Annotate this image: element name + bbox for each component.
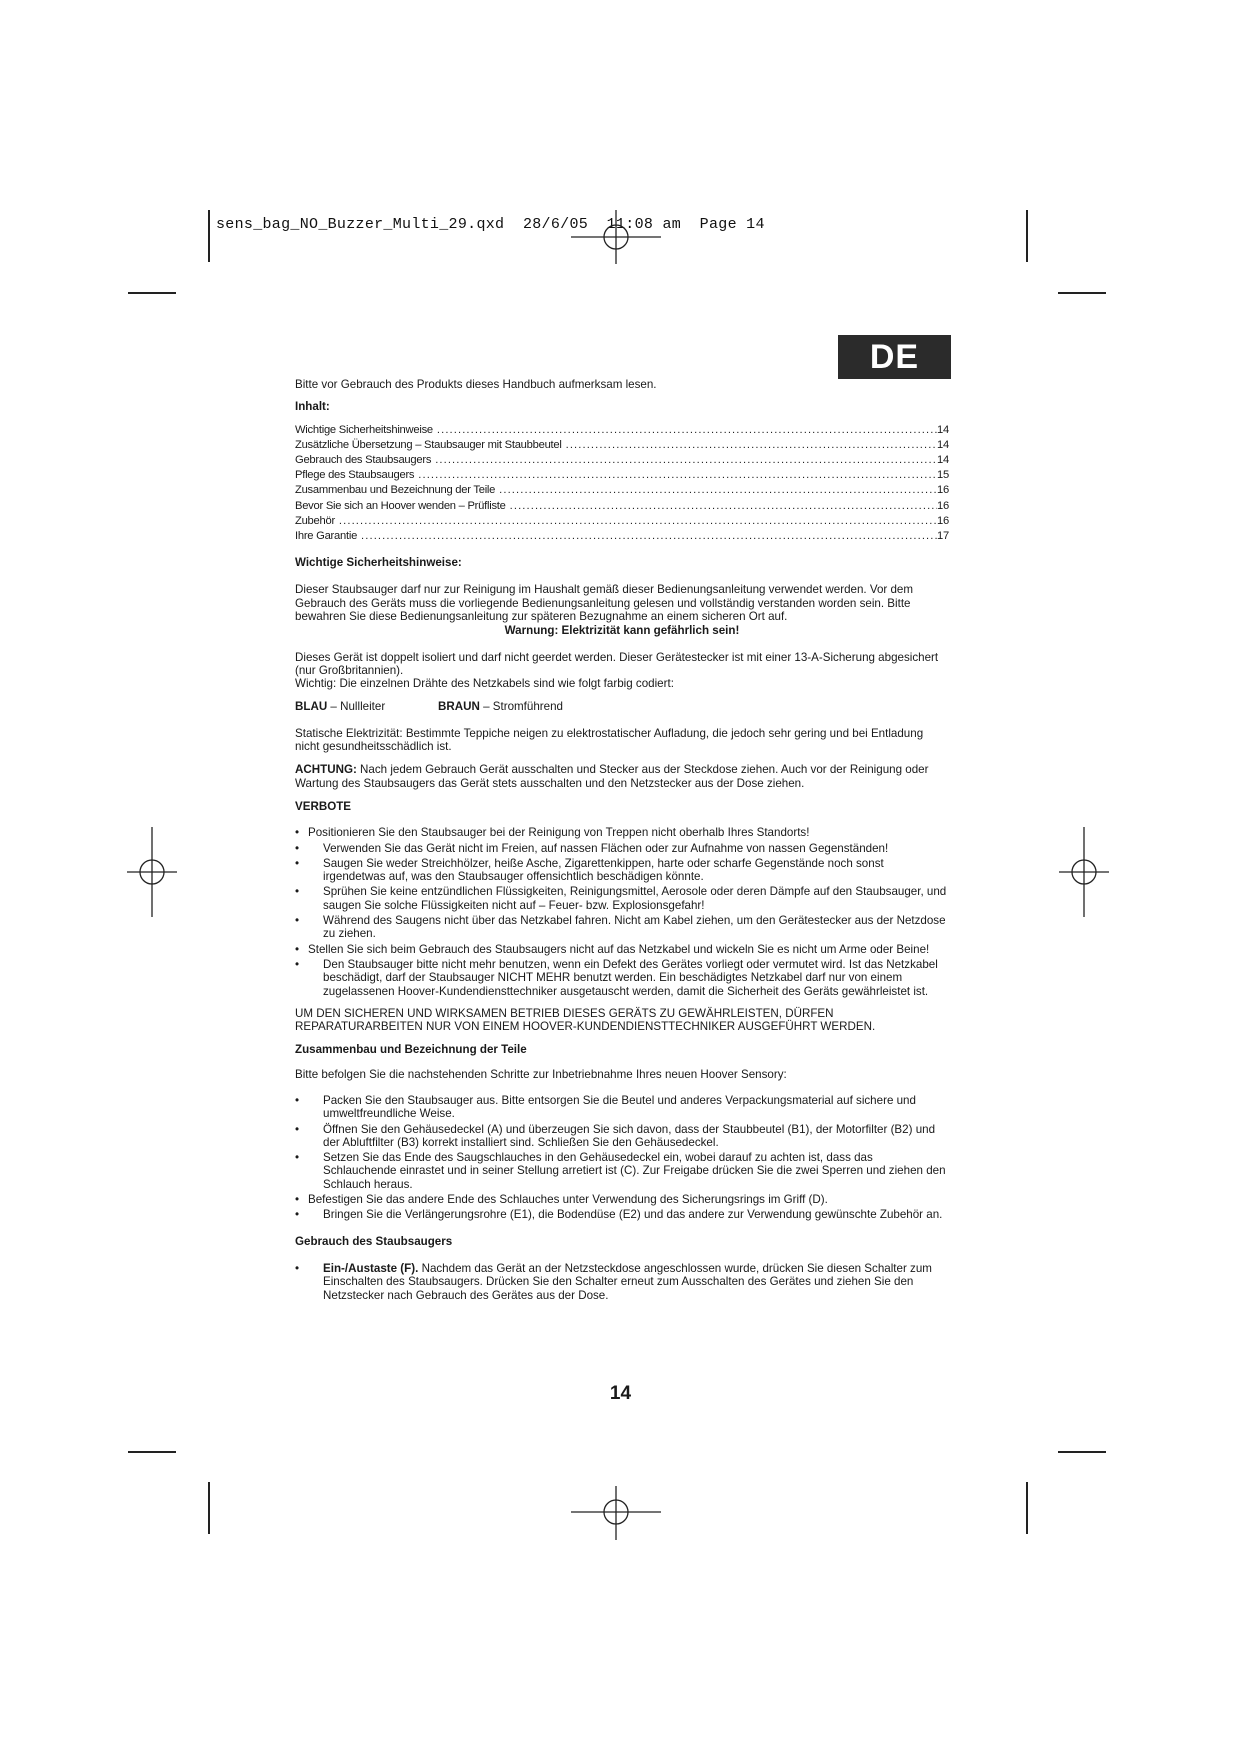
toc-heading: Inhalt: (295, 400, 330, 414)
language-badge: DE (838, 335, 951, 379)
toc-leader (566, 438, 937, 453)
repair-notice: UM DEN SICHEREN UND WIRKSAMEN BETRIEB DIESES GERÄTS ZU GEWÄHRLEISTEN, DÜRFEN REPARATURARBEITEN NUR VON EINEM HOOVER-KUNDENDIENSTTECHNIKER AUSGEFÜHRT WERDEN. (295, 1006, 876, 1034)
toc-entry[interactable]: Bevor Sie sich an Hoover wenden – Prüfliste . . . 16 (295, 499, 949, 514)
list-item: • Positionieren Sie den Staubsauger bei der Reinigung von Treppen nicht oberhalb Ihres Standorts! (295, 826, 949, 839)
caution-note: ACHTUNG: Nach jedem Gebrauch Gerät ausschalten und Stecker aus der Steckdose ziehen. Auch vor der Reinigung oder Wartung des Staubsaugers das Gerät stets ausschalten und den Netzstecker aus der Dose ziehen. (295, 763, 929, 790)
toc-entry[interactable]: Zubehör . . . 16 (295, 514, 949, 529)
usage-list (295, 1262, 949, 1302)
usage-heading: Gebrauch des Staubsaugers (295, 1234, 453, 1248)
list-item: • Packen Sie den Staubsauger aus. Bitte entsorgen Sie die Beutel und anderes Verpackungsmaterial auf sichere und umweltfreundliche Weise. (295, 1094, 949, 1121)
list-item: • Ein-/Austaste (F). Nachdem das Gerät an der Netzsteckdose angeschlossen wurde, drücken Sie diesen Schalter zum Einschalten des Staubsaugers. Drücken Sie den Schalter erneut zum Ausschalten des Gerätes und ziehen Sie den Netzstecker nach Gebrauch des Gerätes aus der Dose. (295, 1262, 949, 1302)
list-item: • Bringen Sie die Verlängerungsrohre (E1), die Bodendüse (E2) und das andere zur Verwendung gewünschte Zubehör an. (295, 1208, 949, 1221)
crop-mark-top-right (1026, 210, 1028, 262)
crop-mark-left-upper (128, 292, 176, 294)
intro-text: Bitte vor Gebrauch des Produkts dieses Handbuch aufmerksam lesen. (295, 378, 657, 391)
toc-entry[interactable]: Pflege des Staubsaugers . . . 15 (295, 468, 949, 483)
crop-mark-right-upper (1058, 292, 1106, 294)
page-number: 14 (609, 1383, 632, 1404)
toc-leader (361, 529, 937, 544)
verbote-list (295, 826, 949, 998)
crop-mark-top-left (208, 210, 210, 262)
assembly-intro: Bitte befolgen Sie die nachstehenden Schritte zur Inbetriebnahme Ihres neuen Hoover Sensory: (295, 1067, 787, 1081)
toc-leader (510, 499, 937, 514)
toc-entry[interactable]: Zusammenbau und Bezeichnung der Teile . . . 16 (295, 483, 949, 498)
list-item: • Saugen Sie weder Streichhölzer, heiße Asche, Zigarettenkippen, harte oder scharfe Gegenstände noch sonst irgendetwas auf, was den Staubsauger offensichtlich beschädigen könnte. (295, 857, 949, 884)
toc-leader (437, 423, 937, 438)
crop-mark-left-lower (128, 1451, 176, 1453)
safety-heading: Wichtige Sicherheitshinweise: (295, 556, 462, 570)
toc-leader (435, 453, 937, 468)
registration-mark-top-icon (566, 192, 666, 292)
wire-colour-codes (295, 700, 949, 713)
registration-mark-bottom-icon (566, 1462, 666, 1562)
insulation-paragraph: Dieses Gerät ist doppelt isoliert und darf nicht geerdet werden. Dieser Gerätestecker ist mit einer 13-A-Sicherung abgesichert (nur Großbritannien). (295, 650, 939, 677)
static-electricity-note: Statische Elektrizität: Bestimmte Teppiche neigen zu elektrostatischer Aufladung, die jedoch sehr gering und bei Entladung nicht gesundheitsschädlich ist. (295, 726, 924, 754)
list-item: • Verwenden Sie das Gerät nicht im Freien, auf nassen Flächen oder zur Aufnahme von nassen Gegenständen! (295, 842, 949, 855)
assembly-list (295, 1094, 949, 1222)
list-item: • Befestigen Sie das andere Ende des Schlauches unter Verwendung des Sicherungsrings im Griff (D). (295, 1193, 949, 1206)
registration-mark-right-icon (1034, 822, 1134, 922)
list-item: • Öffnen Sie den Gehäusedeckel (A) und überzeugen Sie sich davon, dass der Staubbeutel (B1), der Motorfilter (B2) und der Abluftfilter (B3) korrekt installiert sind. Schließen Sie den Gehäusedeckel. (295, 1123, 949, 1150)
file-slug: sens_bag_NO_Buzzer_Multi_29.qxd 28/6/05 11:08 am Page 14 (216, 216, 765, 233)
crop-mark-bottom-right (1026, 1482, 1028, 1534)
assembly-heading: Zusammenbau und Bezeichnung der Teile (295, 1043, 527, 1057)
wire-brown: BRAUN – Stromführend (438, 700, 564, 714)
crop-mark-bottom-left (208, 1482, 210, 1534)
verbote-heading: VERBOTE (295, 799, 352, 813)
wire-blue: BLAU – Nullleiter (295, 700, 386, 714)
toc-entry[interactable]: Wichtige Sicherheitshinweise . . . 14 (295, 423, 949, 438)
registration-mark-left-icon (102, 822, 202, 922)
toc-leader (499, 483, 937, 498)
safety-paragraph: Dieser Staubsauger darf nur zur Reinigung im Haushalt gemäß dieser Bedienungsanleitung verwendet werden. Vor dem Gebrauch des Geräts muss die vorliegende Bedienungsanleitung gelesen und vollständig verstanden worden sein. Bitte bewahren Sie diese Bedienungsanleitung zur späteren Bezugnahme an einem sicheren Ort auf. (295, 583, 914, 623)
toc-entry[interactable]: Gebrauch des Staubsaugers . . . 14 (295, 453, 949, 468)
wire-note: Wichtig: Die einzelnen Drähte des Netzkabels sind wie folgt farbig codiert: (295, 677, 674, 691)
toc-entry[interactable]: Ihre Garantie . . . 17 (295, 529, 949, 544)
table-of-contents (295, 423, 949, 545)
manual-content (295, 378, 949, 1311)
toc-leader (339, 514, 937, 529)
toc-leader (418, 468, 937, 483)
list-item: • Stellen Sie sich beim Gebrauch des Staubsaugers nicht auf das Netzkabel und wickeln Sie es nicht um Arme oder Beine! (295, 943, 949, 956)
toc-entry[interactable]: Zusätzliche Übersetzung – Staubsauger mit Staubbeutel . . . 14 (295, 438, 949, 453)
electricity-warning: Warnung: Elektrizität kann gefährlich sein! (504, 624, 740, 638)
list-item: • Sprühen Sie keine entzündlichen Flüssigkeiten, Reinigungsmittel, Aerosole oder deren Dämpfe auf den Staubsauger, und saugen Sie solche Flüssigkeiten nicht auf – Feuer- bzw. Explosionsgefahr! (295, 885, 949, 912)
list-item: • Setzen Sie das Ende des Saugschlauches in den Gehäusedeckel ein, wobei darauf zu achten ist, dass das Schlauchende einrastet und in seiner Stellung arretiert ist (C). Zur Freigabe drücken Sie die zwei Sperren und ziehen den Schlauch heraus. (295, 1151, 949, 1191)
list-item: • Während des Saugens nicht über das Netzkabel fahren. Nicht am Kabel ziehen, um den Gerätestecker aus der Netzdose zu ziehen. (295, 914, 949, 941)
crop-mark-right-lower (1058, 1451, 1106, 1453)
list-item: • Den Staubsauger bitte nicht mehr benutzen, wenn ein Defekt des Gerätes vorliegt oder vermutet wird. Ist das Netzkabel beschädigt, darf der Staubsauger NICHT MEHR benutzt werden. Ein beschädigtes Netzkabel darf nur von einem zugelassenen Hoover-Kundendiensttechniker ausgetauscht werden, damit die Sicherheit des Geräts gewährleistet ist. (295, 958, 949, 998)
